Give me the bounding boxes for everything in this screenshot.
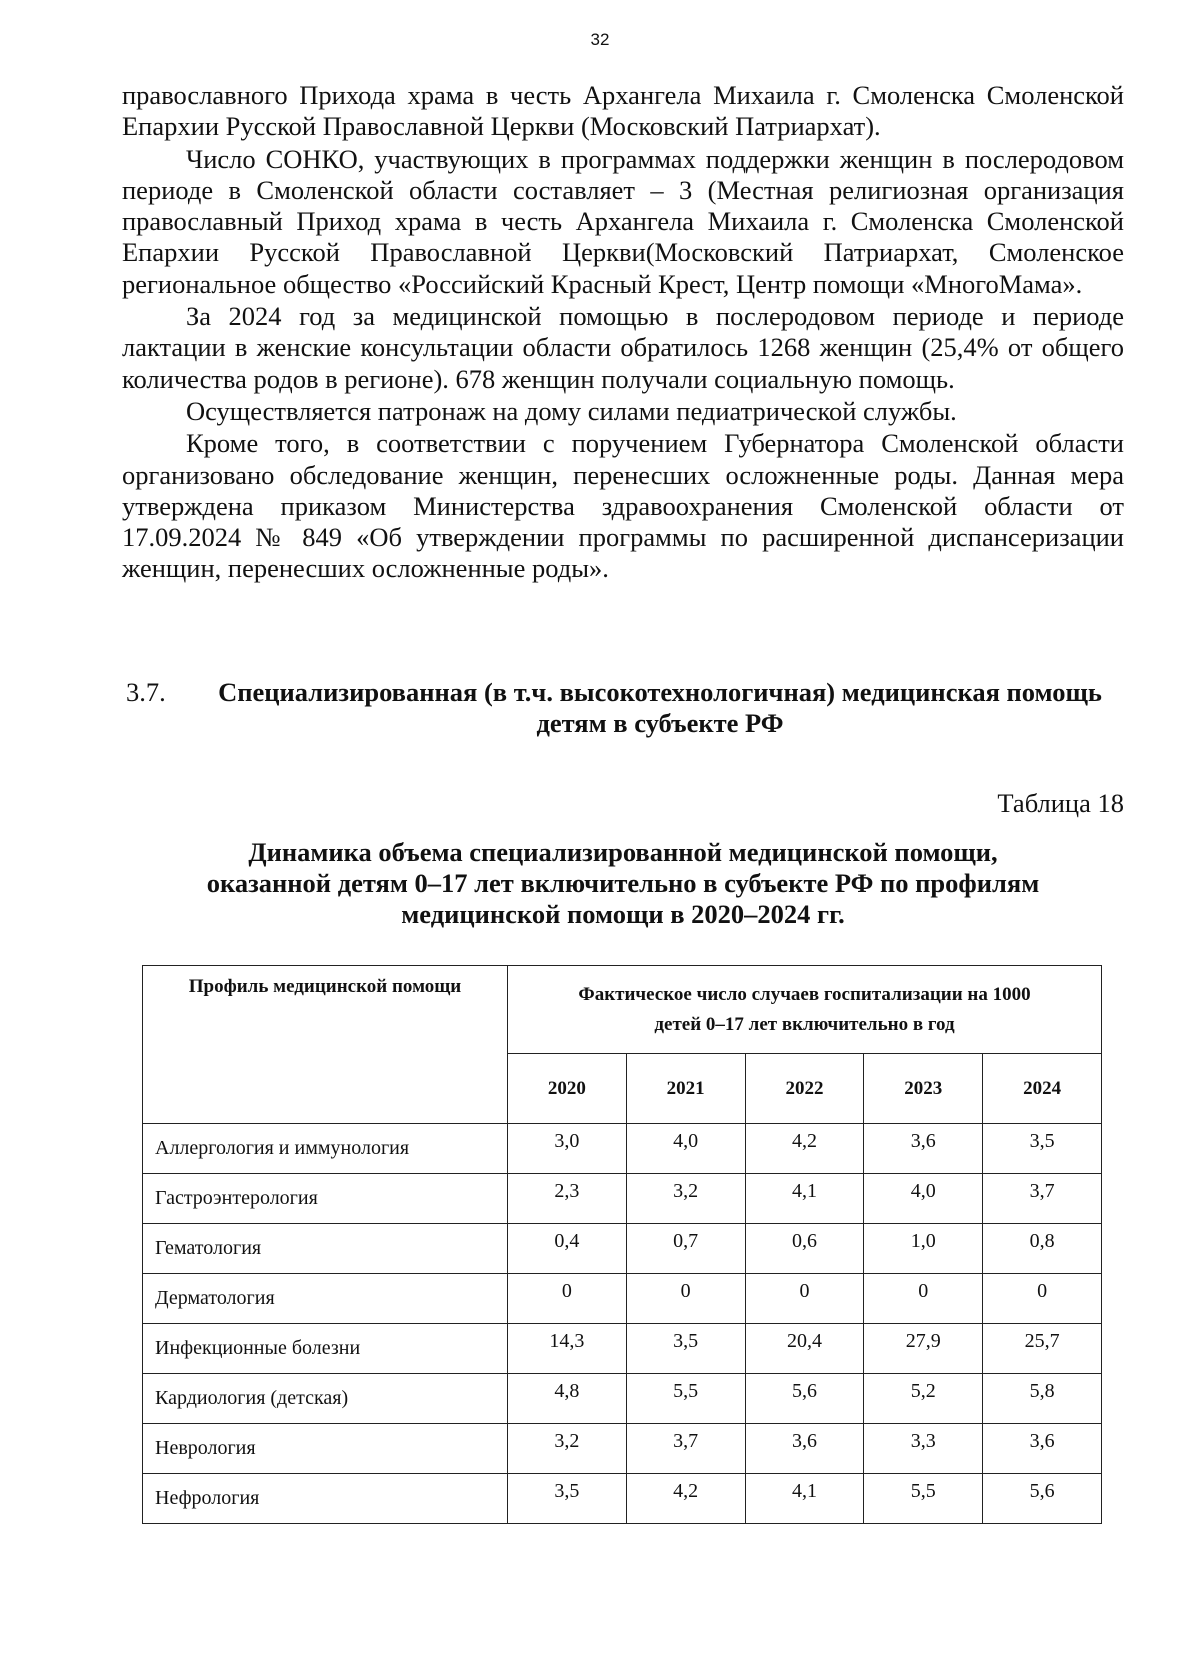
cell-value-2023: 3,3 [864, 1424, 983, 1474]
row-profile-name: Кардиология (детская) [143, 1374, 508, 1424]
cell-value-2022: 4,2 [745, 1124, 864, 1174]
cell-value-2024: 3,7 [983, 1174, 1102, 1224]
header-year-2023: 2023 [864, 1054, 983, 1124]
cell-value-2020: 14,3 [508, 1324, 627, 1374]
header-fact [508, 966, 1102, 1054]
cell-value-2022: 0,6 [745, 1224, 864, 1274]
cell-value-2022: 0 [745, 1274, 864, 1324]
header-fact-line: детей 0–17 лет включительно в год [654, 1013, 955, 1035]
cell-value-2020: 3,5 [508, 1474, 627, 1524]
cell-value-2021: 3,5 [626, 1324, 745, 1374]
cell-value-2020: 4,8 [508, 1374, 627, 1424]
row-profile-name: Дерматология [143, 1274, 508, 1324]
table-row [143, 1174, 1102, 1224]
cell-value-2021: 0 [626, 1274, 745, 1324]
section-number: 3.7. [126, 677, 166, 707]
row-profile-name: Инфекционные болезни [143, 1324, 508, 1374]
table-title-line: медицинской помощи в 2020–2024 гг. [401, 899, 845, 929]
row-profile-name: Гематология [143, 1224, 508, 1274]
table-label: Таблица 18 [997, 788, 1124, 818]
cell-value-2020: 0 [508, 1274, 627, 1324]
table-title-line: Динамика объема специализированной медицинской помощи, [248, 837, 998, 867]
row-profile-name: Аллергология и иммунология [143, 1124, 508, 1174]
cell-value-2023: 0 [864, 1274, 983, 1324]
table-title-line: оказанной детям 0–17 лет включительно в субъекте РФ по профилям [206, 868, 1040, 898]
cell-value-2024: 5,6 [983, 1474, 1102, 1524]
header-year-2022: 2022 [745, 1054, 864, 1124]
cell-value-2022: 3,6 [745, 1424, 864, 1474]
table-row [143, 1474, 1102, 1524]
section-title: Специализированная (в т.ч. высокотехнологичная) медицинская помощь детям в субъекте РФ [218, 677, 1102, 738]
paragraph-postpartum-stats: За 2024 год за медицинской помощью в послеродовом периоде и периоде лактации в женские консультации области обратилось 1268 женщин (25,4% от общего количества родов в регионе). 678 женщин получали социальную помощь. [122, 301, 1124, 394]
row-profile-name: Гастроэнтерология [143, 1174, 508, 1224]
cell-value-2024: 0 [983, 1274, 1102, 1324]
table-row [143, 1124, 1102, 1174]
cell-value-2020: 0,4 [508, 1224, 627, 1274]
cell-value-2021: 5,5 [626, 1374, 745, 1424]
header-year-2024: 2024 [983, 1054, 1102, 1124]
table-row [143, 1274, 1102, 1324]
cell-value-2023: 1,0 [864, 1224, 983, 1274]
cell-value-2020: 3,2 [508, 1424, 627, 1474]
cell-value-2023: 5,2 [864, 1374, 983, 1424]
table-row [143, 1224, 1102, 1274]
row-profile-name: Неврология [143, 1424, 508, 1474]
cell-value-2024: 5,8 [983, 1374, 1102, 1424]
table-row [143, 1424, 1102, 1474]
cell-value-2021: 0,7 [626, 1224, 745, 1274]
cell-value-2023: 3,6 [864, 1124, 983, 1174]
page-number: 32 [590, 30, 610, 49]
paragraph-patronage: Осуществляется патронаж на дому силами педиатрической службы. [186, 395, 957, 426]
cell-value-2023: 4,0 [864, 1174, 983, 1224]
cell-value-2022: 5,6 [745, 1374, 864, 1424]
table-row [143, 1324, 1102, 1374]
paragraph-sonko: Число СОНКО, участвующих в программах поддержки женщин в послеродовом периоде в Смоленской области составляет – 3 (Местная религиозная организация православный Приход храма в честь Архангела Михаила г. Смоленска Смоленской Епархии Русской Православной Церкви(Московский Патриархат, Смоленское региональное общество «Российский Красный Крест, Центр помощи «МногоМама». [122, 143, 1124, 299]
row-profile-name: Нефрология [143, 1474, 508, 1524]
cell-value-2021: 3,2 [626, 1174, 745, 1224]
paragraph-continuation: православного Прихода храма в честь Архангела Михаила г. Смоленска Смоленской Епархии Русской Православной Церкви (Московский Патриархат). [122, 80, 1124, 142]
cell-value-2022: 20,4 [745, 1324, 864, 1374]
header-year-2021: 2021 [626, 1054, 745, 1124]
table-row [143, 1374, 1102, 1424]
body-text [122, 80, 1124, 586]
header-profile: Профиль медицинской помощи [143, 966, 508, 1124]
cell-value-2020: 2,3 [508, 1174, 627, 1224]
table-title [122, 837, 1124, 930]
cell-value-2021: 4,2 [626, 1474, 745, 1524]
paragraph-governor-order: Кроме того, в соответствии с поручением Губернатора Смоленской области организовано обследование женщин, перенесших осложненные роды. Данная мера утверждена приказом Министерства здравоохранения Смоленской области от 17.09.2024 № 849 «Об утверждении программы по расширенной диспансеризации женщин, перенесших осложненные роды». [122, 428, 1124, 584]
section-heading [122, 677, 1124, 739]
cell-value-2023: 27,9 [864, 1324, 983, 1374]
cell-value-2020: 3,0 [508, 1124, 627, 1174]
cell-value-2024: 25,7 [983, 1324, 1102, 1374]
hospitalization-table [142, 965, 1102, 1524]
cell-value-2022: 4,1 [745, 1174, 864, 1224]
cell-value-2021: 4,0 [626, 1124, 745, 1174]
cell-value-2021: 3,7 [626, 1424, 745, 1474]
cell-value-2024: 3,6 [983, 1424, 1102, 1474]
header-year-2020: 2020 [508, 1054, 627, 1124]
cell-value-2022: 4,1 [745, 1474, 864, 1524]
cell-value-2023: 5,5 [864, 1474, 983, 1524]
cell-value-2024: 3,5 [983, 1124, 1102, 1174]
header-fact-line: Фактическое число случаев госпитализации на 1000 [578, 983, 1031, 1005]
cell-value-2024: 0,8 [983, 1224, 1102, 1274]
